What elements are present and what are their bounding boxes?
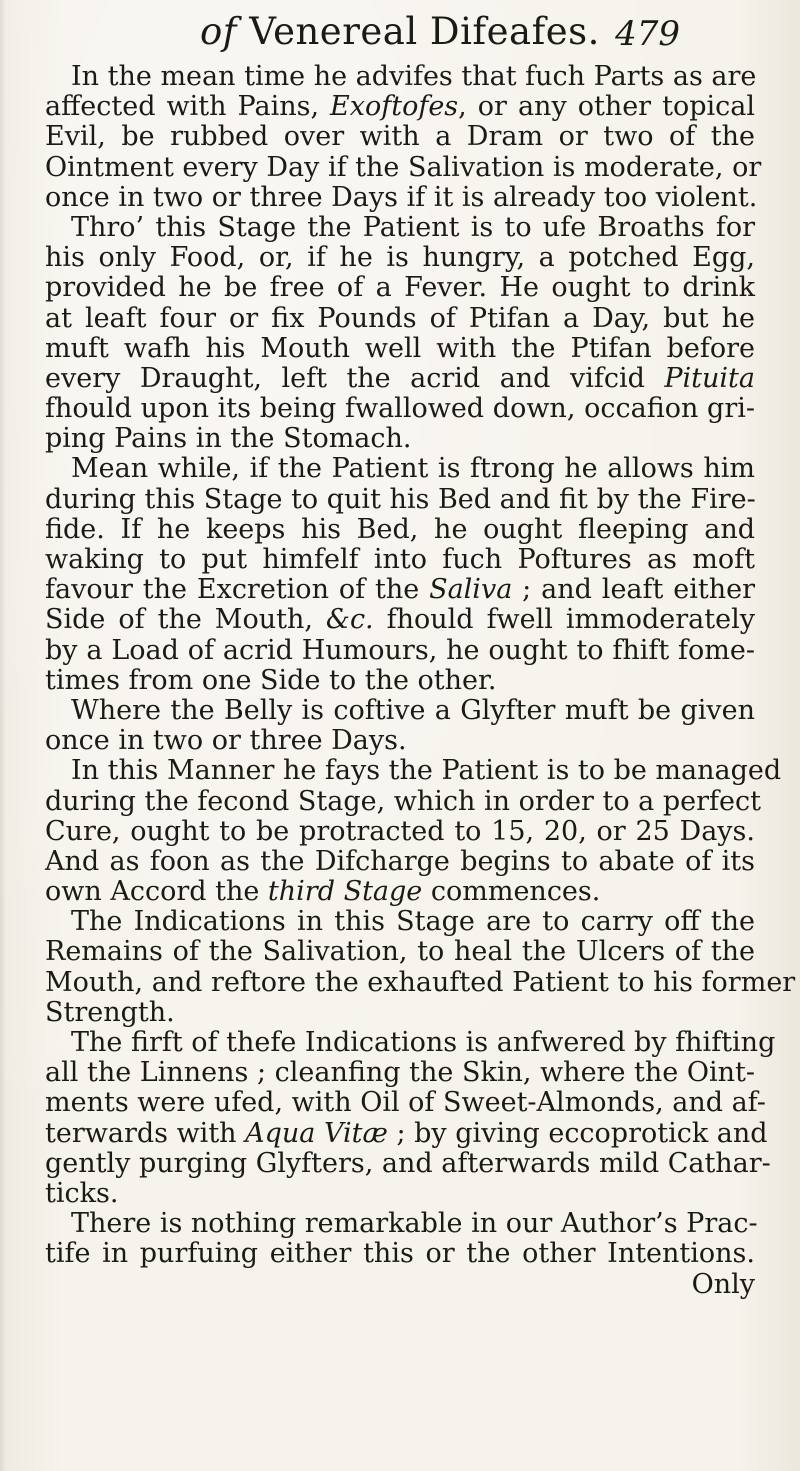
text-line bbox=[45, 666, 755, 696]
italic-text: &c. bbox=[325, 604, 374, 636]
text-segment: The firft of thefe Indications is anfwered by fhifting bbox=[71, 1027, 776, 1058]
text-line bbox=[45, 364, 755, 394]
italic-text: Pituita bbox=[664, 362, 755, 394]
italic-text: third Stage bbox=[267, 876, 423, 908]
italic-text: Exoftofes bbox=[330, 91, 459, 123]
text-segment: Mean while, if the Patient is ftrong he allows him bbox=[71, 453, 755, 485]
text-line bbox=[45, 966, 796, 998]
text-line bbox=[45, 817, 755, 847]
text-line bbox=[45, 785, 761, 817]
text-line bbox=[45, 151, 762, 183]
text-segment: ments were ufed, with Oil of Sweet-Almonds, and af- bbox=[45, 1087, 766, 1119]
text-segment: times from one Side to the other. bbox=[45, 664, 497, 696]
text-line bbox=[45, 1087, 766, 1119]
text-segment: And as foon as the Difcharge begins to abate of its bbox=[45, 845, 755, 877]
text-segment: Evil, be rubbed over with a Dram or two of the bbox=[45, 121, 755, 153]
text-segment: In this Manner he fays the Patient is to be managed bbox=[71, 755, 782, 787]
text-segment: fhould upon its being fwallowed down, occafion gri- bbox=[45, 393, 755, 425]
text-line bbox=[45, 636, 755, 666]
text-segment: affected with Pains, bbox=[45, 91, 331, 123]
text-segment: Mouth, and reftore the exhaufted Patient to his former bbox=[45, 966, 796, 998]
text-line bbox=[45, 454, 755, 484]
text-line bbox=[45, 334, 755, 364]
page-gutter-shadow bbox=[0, 0, 6, 1471]
text-segment: terwards with bbox=[45, 1117, 246, 1149]
text-line bbox=[45, 575, 755, 605]
text-line bbox=[45, 545, 755, 575]
text-segment: ping Pains in the Stomach. bbox=[45, 423, 412, 455]
text-segment: at leaft four or fix Pounds of Ptifan a Day, but he bbox=[45, 302, 755, 334]
text-segment: The Indications in this Stage are to carry off the bbox=[71, 906, 755, 938]
text-segment: Cure, ought to be protracted to 15, 20, or 25 Days. bbox=[45, 815, 755, 847]
text-line bbox=[45, 755, 782, 787]
text-line bbox=[45, 1117, 768, 1149]
text-line bbox=[45, 937, 755, 967]
text-segment: Strength. bbox=[45, 996, 175, 1028]
text-segment: his only Food, or, if he is hungry, a potched Egg, bbox=[45, 242, 755, 274]
text-line bbox=[45, 907, 755, 937]
text-segment: tife in purfuing either this or the other Intentions. bbox=[45, 1238, 755, 1270]
italic-text: Saliva bbox=[429, 574, 513, 606]
catchword: Only bbox=[691, 1268, 755, 1300]
text-line bbox=[45, 515, 755, 545]
text-segment: commences. bbox=[422, 876, 601, 908]
text-line bbox=[45, 1239, 755, 1269]
text-segment: gently purging Glyfters, and afterwards mild Cathar- bbox=[45, 1147, 771, 1179]
italic-text: Aqua Vitæ bbox=[245, 1117, 388, 1149]
text-line bbox=[45, 304, 755, 334]
text-segment: Remains of the Salivation, to heal the Ulcers of the bbox=[45, 936, 755, 968]
text-line bbox=[45, 1208, 758, 1240]
text-line bbox=[45, 485, 755, 515]
text-segment: muft wafh his Mouth well with the Ptifan before bbox=[45, 332, 755, 364]
running-head-title: Venereal Difeafes. bbox=[249, 10, 600, 53]
running-head-prefix: of bbox=[200, 10, 237, 53]
text-segment: ; by giving eccoprotick and bbox=[387, 1117, 768, 1149]
text-line bbox=[45, 696, 755, 726]
text-segment: during the fecond Stage, which in order to a perfect bbox=[45, 785, 761, 817]
text-line bbox=[45, 1147, 771, 1179]
text-line bbox=[45, 243, 755, 273]
body-text bbox=[45, 61, 796, 1300]
text-segment: Where the Belly is coftive a Glyfter muft be given bbox=[71, 694, 755, 726]
text-line bbox=[45, 181, 758, 213]
text-segment: waking to put himfelf into fuch Poftures as moft bbox=[45, 544, 755, 575]
text-line bbox=[45, 1027, 776, 1058]
text-line bbox=[45, 62, 755, 92]
text-line bbox=[45, 424, 755, 454]
text-line bbox=[45, 213, 755, 243]
text-segment: favour the Excretion of the bbox=[45, 574, 430, 606]
text-line bbox=[45, 92, 755, 122]
text-segment: all the Linnens ; cleanfing the Skin, where the Oint- bbox=[45, 1057, 755, 1089]
page-header bbox=[120, 8, 680, 60]
text-segment: once in two or three Days. bbox=[45, 725, 407, 757]
text-line bbox=[45, 394, 755, 424]
text-line bbox=[45, 847, 755, 877]
text-line bbox=[45, 1179, 755, 1209]
text-segment: Side of the Mouth, bbox=[45, 604, 326, 636]
text-segment: fide. If he keeps his Bed, he ought fleeping and bbox=[45, 513, 755, 545]
text-segment: provided he be free of a Fever. He ought to drink bbox=[45, 272, 755, 304]
text-segment: In the mean time he advifes that fuch Parts as are bbox=[71, 61, 757, 92]
text-line bbox=[45, 122, 755, 152]
text-line bbox=[45, 726, 755, 756]
text-line bbox=[45, 273, 755, 303]
text-segment: every Draught, left the acrid and vifcid bbox=[45, 362, 665, 394]
text-line bbox=[45, 877, 755, 907]
text-segment: , or any other topical bbox=[458, 91, 755, 123]
text-segment: ticks. bbox=[45, 1177, 119, 1209]
text-segment: ; and leaft either bbox=[512, 574, 755, 606]
running-head bbox=[200, 10, 600, 53]
text-segment: fhould fwell immoderately bbox=[373, 604, 755, 636]
text-segment: There is nothing remarkable in our Author’s Prac- bbox=[71, 1208, 758, 1240]
text-line bbox=[45, 605, 755, 635]
text-line bbox=[45, 998, 755, 1028]
text-segment: own Accord the bbox=[45, 876, 268, 908]
page-number: 479 bbox=[615, 14, 680, 54]
text-line bbox=[45, 1058, 755, 1088]
text-segment: Thro’ this Stage the Patient is to ufe Broaths for bbox=[71, 211, 755, 243]
text-segment: by a Load of acrid Humours, he ought to fhift fome- bbox=[45, 634, 755, 666]
text-segment: Ointment every Day if the Salivation is moderate, or bbox=[45, 151, 762, 183]
text-segment: once in two or three Days if it is already too violent. bbox=[45, 181, 758, 213]
text-segment: during this Stage to quit his Bed and fit by the Fire- bbox=[45, 483, 756, 515]
